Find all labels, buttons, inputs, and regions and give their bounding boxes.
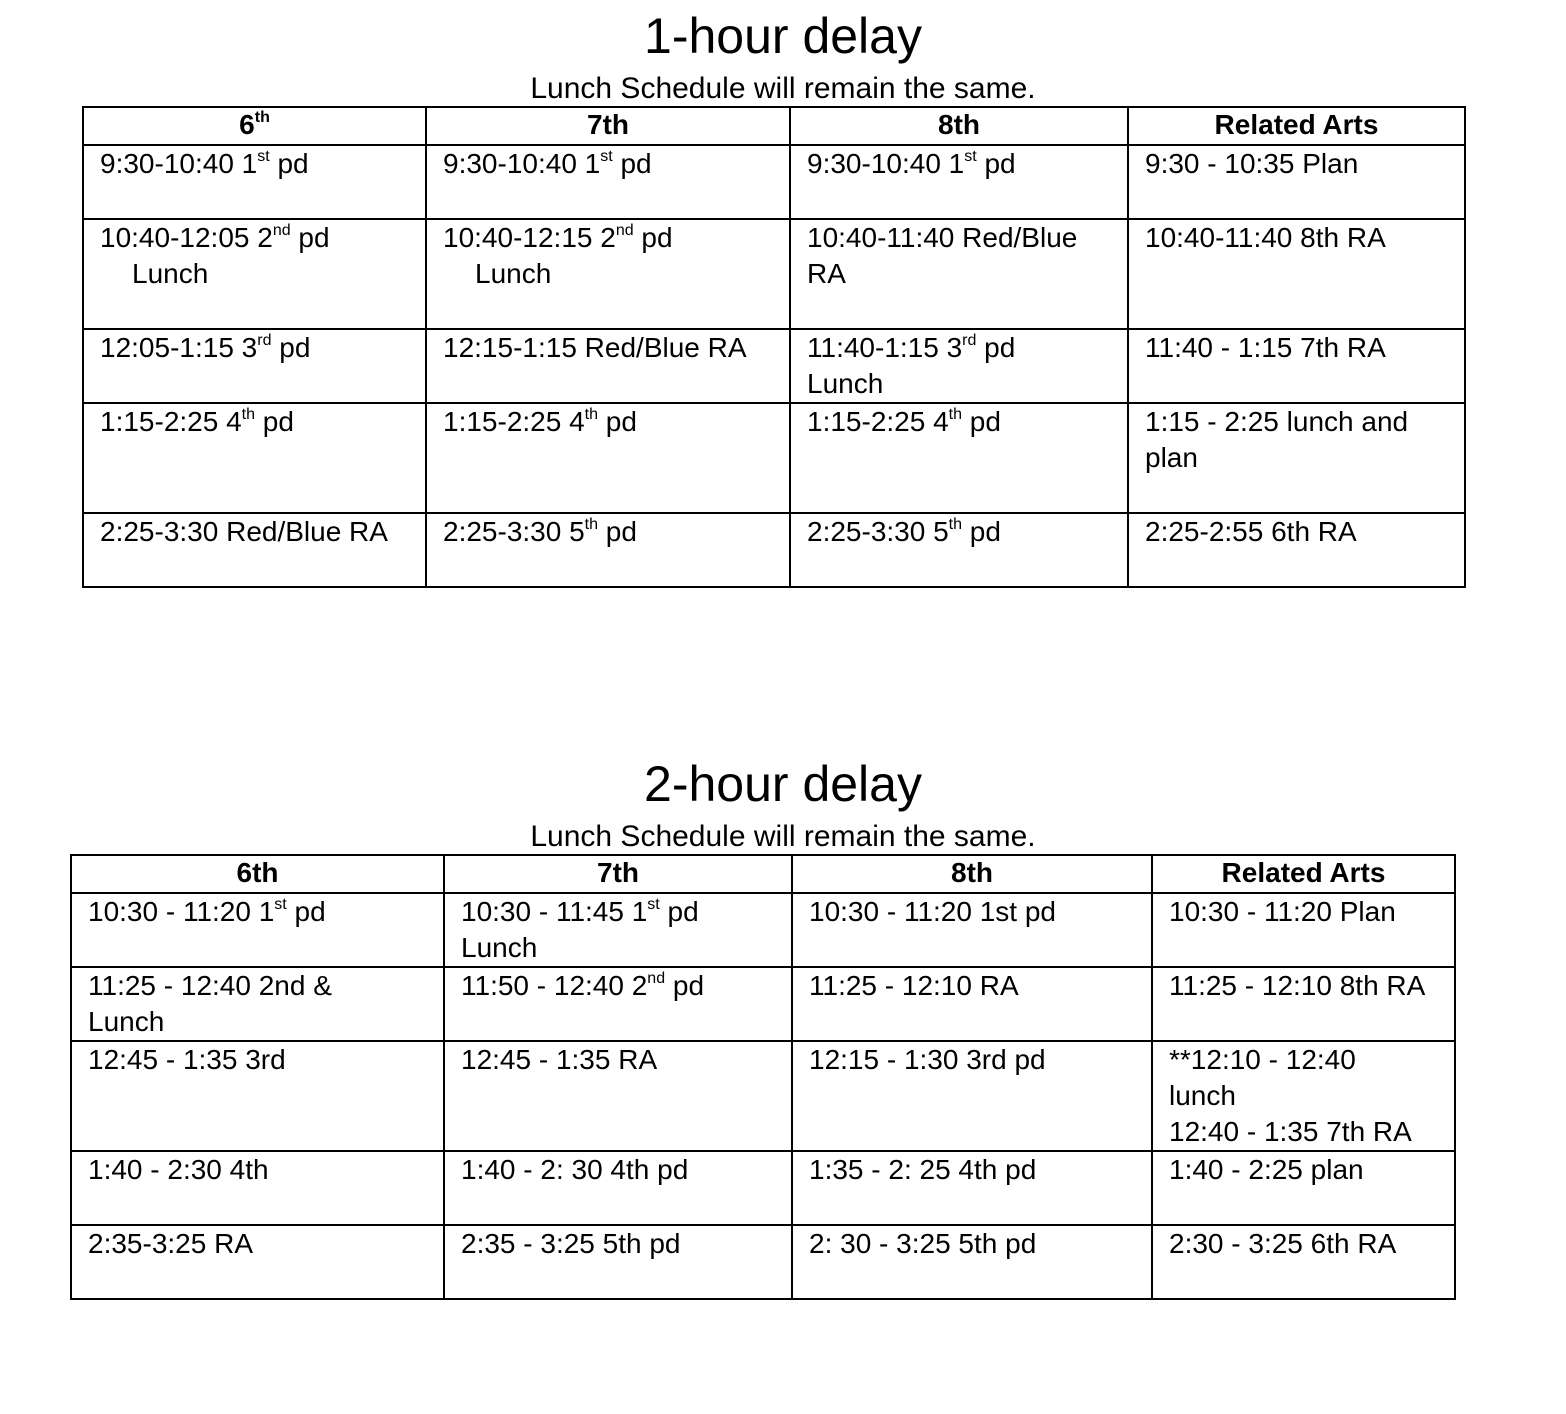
header-label: 6th — [236, 857, 279, 888]
table-row — [71, 1041, 1455, 1151]
cell-text: 11:25 - 12:40 2nd & — [88, 970, 332, 1001]
cell-text: 11:50 - 12:40 2 — [461, 970, 648, 1001]
cell-line — [443, 146, 781, 182]
table-cell — [792, 1225, 1152, 1299]
cell-line — [1169, 894, 1446, 930]
cell-text: 12:45 - 1:35 3rd — [88, 1044, 286, 1075]
cell-line — [807, 404, 1119, 440]
cell-text: 2:35-3:25 RA — [88, 1228, 253, 1259]
table-cell — [790, 219, 1128, 329]
cell-text-suffix: pd — [269, 148, 309, 179]
cell-line — [809, 1152, 1143, 1188]
cell-line — [443, 256, 781, 292]
cell-text: 10:40-12:15 2 — [443, 222, 616, 253]
table-cell — [426, 145, 790, 219]
cell-line — [807, 514, 1119, 550]
cell-superscript: th — [241, 406, 256, 423]
cell-text: 1:40 - 2: 30 4th pd — [461, 1154, 689, 1185]
table-row — [71, 1151, 1455, 1225]
cell-text: 9:30-10:40 1 — [100, 148, 258, 179]
table-cell — [792, 1041, 1152, 1151]
cell-line — [1169, 1152, 1446, 1188]
table-row — [83, 403, 1465, 513]
table-cell — [792, 967, 1152, 1041]
cell-line — [1169, 1078, 1446, 1114]
cell-superscript: nd — [615, 222, 634, 239]
cell-line — [1145, 440, 1456, 476]
table-cell — [71, 1225, 444, 1299]
cell-text: 1:15-2:25 4 — [100, 406, 242, 437]
table-cell — [83, 403, 426, 513]
cell-line — [461, 1152, 783, 1188]
table-row — [71, 1225, 1455, 1299]
header-label: 6 — [239, 109, 255, 140]
column-header — [1128, 107, 1465, 145]
header-label: Related Arts — [1221, 857, 1386, 888]
cell-superscript: nd — [272, 222, 291, 239]
cell-superscript: th — [584, 516, 599, 533]
cell-line — [461, 930, 783, 966]
column-header — [1152, 855, 1455, 893]
cell-text: 11:40 - 1:15 7th RA — [1145, 332, 1386, 363]
cell-superscript: rd — [962, 332, 977, 349]
cell-line — [100, 330, 417, 366]
page-title: 2-hour delay — [644, 756, 922, 812]
cell-line — [807, 330, 1119, 366]
table-cell — [444, 893, 792, 967]
header-label: 8th — [951, 857, 993, 888]
cell-text-suffix: pd — [255, 406, 294, 437]
cell-text: 12:05-1:15 3 — [100, 332, 258, 363]
cell-line — [88, 894, 435, 930]
cell-text-suffix: pd — [290, 222, 330, 253]
cell-text: 9:30 - 10:35 Plan — [1145, 148, 1359, 179]
table-cell — [444, 967, 792, 1041]
cell-text: 2:25-2:55 6th RA — [1145, 516, 1357, 547]
cell-text: 12:45 - 1:35 RA — [461, 1044, 658, 1075]
cell-text-suffix: pd — [598, 516, 637, 547]
cell-superscript: st — [964, 148, 977, 165]
column-header — [792, 855, 1152, 893]
column-header — [444, 855, 792, 893]
table-cell — [83, 513, 426, 587]
table-cell — [83, 219, 426, 329]
table-cell — [1152, 1041, 1455, 1151]
cell-line — [443, 404, 781, 440]
table-cell — [71, 967, 444, 1041]
cell-text-suffix: pd — [976, 332, 1016, 363]
table-cell — [1152, 893, 1455, 967]
table-cell — [83, 329, 426, 403]
table-cell — [426, 329, 790, 403]
header-superscript: th — [254, 109, 270, 126]
cell-text: Lunch — [132, 258, 209, 289]
table-cell — [1152, 1225, 1455, 1299]
cell-text: 1:35 - 2: 25 4th pd — [809, 1154, 1037, 1185]
column-header — [790, 107, 1128, 145]
table-row — [83, 513, 1465, 587]
cell-text-suffix: pd — [962, 516, 1001, 547]
cell-line — [809, 894, 1143, 930]
cell-text: 9:30-10:40 1 — [443, 148, 601, 179]
table-cell — [71, 1151, 444, 1225]
cell-line — [88, 1004, 435, 1040]
cell-line — [443, 514, 781, 550]
column-header — [71, 855, 444, 893]
table-cell — [790, 403, 1128, 513]
cell-line — [100, 256, 417, 292]
cell-line — [1169, 1042, 1446, 1078]
table-cell — [71, 1041, 444, 1151]
cell-text: Lunch — [88, 1006, 165, 1037]
cell-line — [100, 220, 417, 256]
table-cell — [790, 513, 1128, 587]
cell-text: 10:40-12:05 2 — [100, 222, 273, 253]
cell-line — [807, 220, 1119, 256]
cell-line — [1169, 1114, 1446, 1150]
cell-text: 2:25-3:30 5 — [443, 516, 585, 547]
cell-line — [807, 146, 1119, 182]
table-cell — [790, 145, 1128, 219]
cell-line — [461, 1226, 783, 1262]
cell-text-suffix: pd — [612, 148, 652, 179]
cell-line — [1145, 146, 1456, 182]
cell-line — [807, 366, 1119, 402]
cell-line — [807, 256, 1119, 292]
table-cell — [71, 893, 444, 967]
cell-text-suffix: pd — [286, 896, 326, 927]
cell-text: 10:30 - 11:20 1 — [88, 896, 275, 927]
cell-line — [100, 514, 417, 550]
table-cell — [792, 1151, 1152, 1225]
cell-superscript: th — [948, 406, 963, 423]
cell-superscript: th — [584, 406, 599, 423]
table-cell — [1152, 967, 1455, 1041]
cell-text: plan — [1145, 442, 1198, 473]
column-header — [426, 107, 790, 145]
table-cell — [426, 403, 790, 513]
cell-text: RA — [807, 258, 846, 289]
table-cell — [1128, 403, 1465, 513]
cell-line — [461, 894, 783, 930]
cell-superscript: st — [274, 896, 287, 913]
cell-text: 12:40 - 1:35 7th RA — [1169, 1116, 1412, 1147]
header-label: 7th — [587, 109, 629, 140]
cell-superscript: nd — [647, 970, 666, 987]
cell-text: lunch — [1169, 1080, 1236, 1111]
schedule-table — [82, 106, 1466, 588]
cell-text: 10:30 - 11:20 1st pd — [809, 896, 1056, 927]
cell-text: 10:30 - 11:20 Plan — [1169, 896, 1396, 927]
cell-line — [1145, 514, 1456, 550]
cell-text-suffix: pd — [598, 406, 637, 437]
header-row — [83, 107, 1465, 145]
cell-text-suffix: pd — [633, 222, 673, 253]
table-row — [83, 329, 1465, 403]
table-cell — [83, 145, 426, 219]
header-label: Related Arts — [1214, 109, 1379, 140]
cell-text: 9:30-10:40 1 — [807, 148, 965, 179]
cell-line — [461, 968, 783, 1004]
cell-text: Lunch — [461, 932, 538, 963]
cell-text-suffix: pd — [271, 332, 311, 363]
schedule-table — [70, 854, 1456, 1300]
table-cell — [1128, 329, 1465, 403]
cell-text: Lunch — [475, 258, 552, 289]
table-row — [71, 893, 1455, 967]
cell-text: 10:40-11:40 Red/Blue — [807, 222, 1078, 253]
cell-line — [809, 968, 1143, 1004]
header-label: 7th — [597, 857, 639, 888]
table-cell — [426, 513, 790, 587]
cell-text: 11:40-1:15 3 — [807, 332, 963, 363]
cell-superscript: rd — [257, 332, 272, 349]
cell-line — [1145, 404, 1456, 440]
cell-line — [100, 404, 417, 440]
cell-superscript: st — [257, 148, 270, 165]
cell-line — [809, 1042, 1143, 1078]
cell-text: 1:15-2:25 4 — [443, 406, 585, 437]
table-cell — [792, 893, 1152, 967]
cell-text-suffix: pd — [665, 970, 705, 1001]
cell-text: **12:10 - 12:40 — [1169, 1044, 1356, 1075]
table-row — [71, 967, 1455, 1041]
cell-text: 2:25-3:30 Red/Blue RA — [100, 516, 388, 547]
table-cell — [444, 1225, 792, 1299]
cell-line — [443, 330, 781, 366]
cell-text-suffix: pd — [962, 406, 1001, 437]
cell-text: 11:25 - 12:10 RA — [809, 970, 1019, 1001]
cell-text: 10:40-11:40 8th RA — [1145, 222, 1386, 253]
cell-text: 2:35 - 3:25 5th pd — [461, 1228, 681, 1259]
cell-line — [461, 1042, 783, 1078]
cell-text: 12:15 - 1:30 3rd pd — [809, 1044, 1046, 1075]
table-row — [83, 145, 1465, 219]
cell-superscript: st — [600, 148, 613, 165]
subtitle: Lunch Schedule will remain the same. — [530, 72, 1036, 105]
cell-text: 11:25 - 12:10 8th RA — [1169, 970, 1426, 1001]
table-cell — [444, 1151, 792, 1225]
subtitle: Lunch Schedule will remain the same. — [530, 820, 1036, 853]
cell-line — [88, 1042, 435, 1078]
header-label: 8th — [938, 109, 980, 140]
cell-line — [100, 146, 417, 182]
header-row — [71, 855, 1455, 893]
table-row — [83, 219, 1465, 329]
cell-text: 1:15-2:25 4 — [807, 406, 949, 437]
column-header — [83, 107, 426, 145]
cell-line — [809, 1226, 1143, 1262]
cell-line — [1145, 330, 1456, 366]
cell-line — [1169, 968, 1446, 1004]
table-cell — [790, 329, 1128, 403]
cell-text: Lunch — [807, 368, 884, 399]
cell-text: 10:30 - 11:45 1 — [461, 896, 648, 927]
cell-line — [1145, 220, 1456, 256]
cell-text: 1:15 - 2:25 lunch and — [1145, 406, 1409, 437]
table-cell — [1128, 219, 1465, 329]
cell-line — [1169, 1226, 1446, 1262]
cell-superscript: th — [948, 516, 963, 533]
cell-superscript: st — [647, 896, 660, 913]
cell-text: 2:25-3:30 5 — [807, 516, 949, 547]
cell-text: 12:15-1:15 Red/Blue RA — [443, 332, 747, 363]
table-cell — [426, 219, 790, 329]
cell-text: 1:40 - 2:30 4th — [88, 1154, 269, 1185]
table-cell — [444, 1041, 792, 1151]
page-title: 1-hour delay — [644, 8, 922, 64]
cell-line — [88, 1226, 435, 1262]
cell-text: 2: 30 - 3:25 5th pd — [809, 1228, 1037, 1259]
cell-line — [88, 1152, 435, 1188]
cell-line — [443, 220, 781, 256]
cell-text-suffix: pd — [976, 148, 1016, 179]
table-cell — [1152, 1151, 1455, 1225]
cell-text-suffix: pd — [659, 896, 699, 927]
table-cell — [1128, 513, 1465, 587]
table-cell — [1128, 145, 1465, 219]
cell-text: 2:30 - 3:25 6th RA — [1169, 1228, 1397, 1259]
cell-line — [88, 968, 435, 1004]
cell-text: 1:40 - 2:25 plan — [1169, 1154, 1364, 1185]
